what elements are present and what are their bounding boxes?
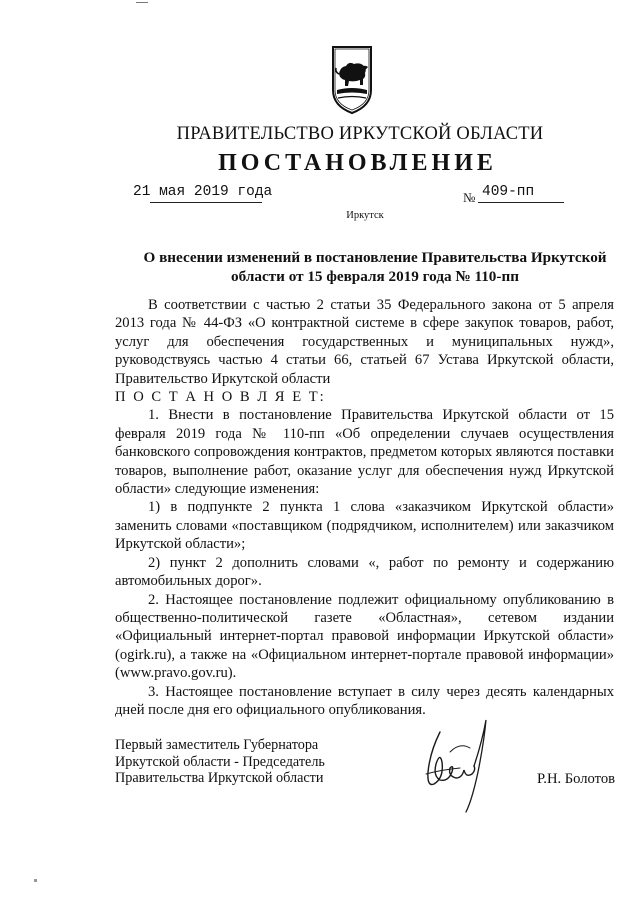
document-title [130, 248, 620, 286]
signer-position-line-3: Правительства Иркутской области [115, 770, 324, 787]
document-type-heading: ПОСТАНОВЛЕНИЕ [218, 150, 497, 176]
item-3-paragraph: 3. Настоящее постановление вступает в силу через десять календарных дней после дня его официального опубликования. [115, 683, 614, 718]
coat-of-arms-emblem [330, 44, 374, 116]
city-label: Иркутск [346, 210, 384, 221]
document-number: 409-пп [482, 184, 535, 200]
item-1-subitem-1: 1) в подпункте 2 пункта 1 слова «заказчиком Иркутской области» заменить словами «поставщиком (подрядчиком, исполнителем) или заказчиком Иркутской области»; [115, 499, 614, 553]
item-2-paragraph: 2. Настоящее постановление подлежит официальному опубликованию в общественно-политической газете «Областная», сетевом издании «Официальный интернет-портал правовой информации Иркутской области» (ogirk.ru), а также на «Официальном интернет-портале правовой информации» (www.pravo.gov.ru). [115, 591, 614, 682]
title-line-1: О внесении изменений в постановление Правительства Иркутской [143, 249, 607, 266]
document-date: 21 мая 2019 года [133, 184, 273, 200]
handwritten-signature [400, 712, 500, 822]
item-1-subitem-2: 2) пункт 2 дополнить словами «, работ по ремонту и содержанию автомобильных дорог». [115, 554, 614, 590]
date-underline [150, 202, 262, 203]
item-1-paragraph: 1. Внести в постановление Правительства Иркутской области от 15 февраля 2019 года № 110-пп «Об определении случаев осуществления банковского сопровождения контрактов, предметом которых являются поставки товаров, выполнение работ, оказание услуг для обеспечения нужд Иркутской области» следующие изменения: [115, 407, 614, 498]
government-name: ПРАВИТЕЛЬСТВО ИРКУТСКОЙ ОБЛАСТИ [176, 124, 544, 144]
signer-name: Р.Н. Болотов [537, 771, 616, 787]
scan-mark [136, 2, 148, 3]
document-body [115, 296, 614, 719]
signer-position-line-1: Первый заместитель Губернатора [115, 737, 319, 753]
scan-mark-corner [34, 879, 37, 882]
decree-word: П О С Т А Н О В Л Я Е Т: [115, 389, 326, 406]
signer-position-line-2: Иркутской области - Председатель [115, 753, 325, 770]
number-sign: № [463, 190, 476, 205]
number-underline [478, 202, 564, 203]
signer-position [115, 737, 325, 787]
preamble-paragraph: В соответствии с частью 2 статьи 35 Федерального закона от 5 апреля 2013 года № 44-ФЗ «О контрактной системе в сфере закупок товаров, работ, услуг для обеспечения государственных и муниципальных нужд», руководствуясь частью 4 статьи 66, статьей 67 Устава Иркутской области, Правительство Иркутской области [115, 297, 614, 387]
title-line-2: области от 15 февраля 2019 года № 110-пп [231, 268, 519, 285]
